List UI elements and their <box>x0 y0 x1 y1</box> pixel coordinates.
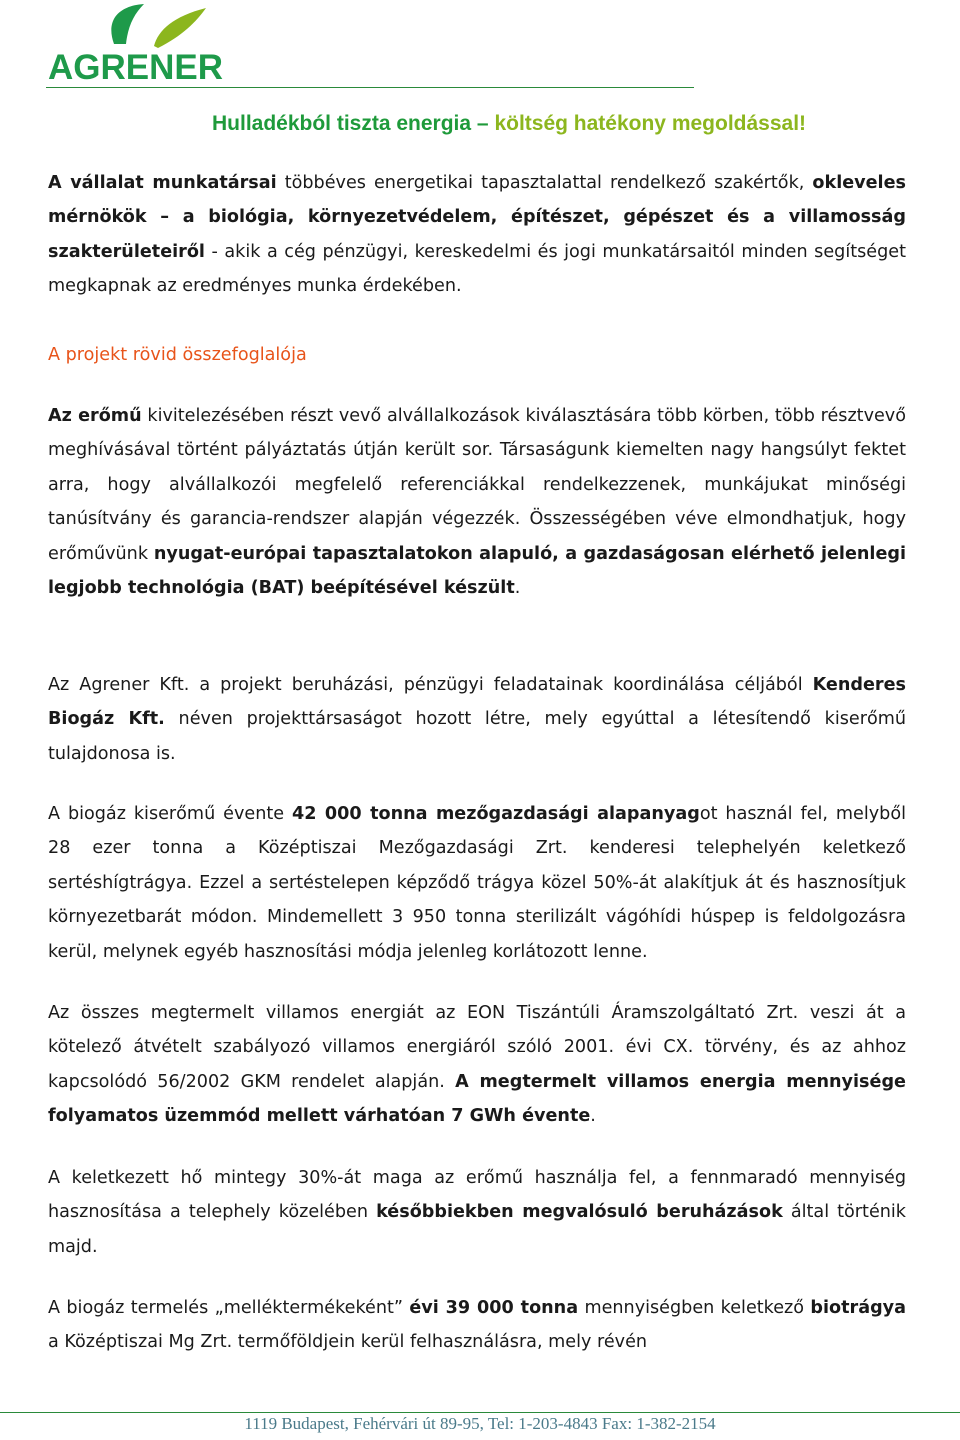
paragraph-heat: A keletkezett hő mintegy 30%-át maga az erőmű használja fel, a fennmaradó mennyiség hasznosítása a telephely közelében későbbiekben megvalósuló beruházások által történik majd. <box>48 1168 906 1257</box>
leaf-logo-icon <box>46 2 256 52</box>
paragraph-electricity: Az összes megtermelt villamos energiát az EON Tiszántúli Áramszolgáltató Zrt. veszi át a kötelező átvételt szabályozó villamos energiáról szóló 2001. évi CX. törvény, és az ahhoz kapcsolódó 56/2002 GKM rendelet alapján. A megtermelt villamos energia mennyisége folyamatos üzemmód mellett várhatóan 7 GWh évente. <box>48 1003 906 1127</box>
slogan-part-2: költség hatékony megoldással! <box>494 112 807 135</box>
paragraph-feedstock: A biogáz kiserőmű évente 42 000 tonna mezőgazdasági alapanyagot használ fel, melyből 28 ezer tonna a Középtiszai Mezőgazdasági Zrt. kenderesi telephelyén keletkező sertéshígtrágya. Ezzel a sertéstelepen képződő trágya közel 50%-át alakítjuk át és hasznosítjuk környezetbarát módon. Mindemellett 3 950 tonna sterilizált vágóhídi húspep is feldolgozásra kerül, melynek egyéb hasznosítási módja jelenleg korlátozott lenne. <box>48 804 906 962</box>
section-title: A projekt rövid összefoglalója <box>48 345 307 365</box>
slogan <box>212 112 806 136</box>
paragraph-project-company: Az Agrener Kft. a projekt beruházási, pénzügyi feladatainak koordinálása céljából Kenderes Biogáz Kft. néven projekttársaságot hozott létre, mely egyúttal a létesítendő kiserőmű tulajdonosa is. <box>48 675 906 764</box>
paragraph-team: A vállalat munkatársai többéves energetikai tapasztalattal rendelkező szakértők, okleveles mérnökök – a biológia, környezetvédelem, építészet, gépészet és a villamosság szakterületeiről - akik a cég pénzügyi, kereskedelmi és jogi munkatársaitól minden segítséget megkapnak az eredményes munka érdekében. <box>48 173 906 297</box>
paragraph-biofertilizer: A biogáz termelés „melléktermékeként” évi 39 000 tonna mennyiségben keletkező biotrágya a Középtiszai Mg Zrt. termőföldjein kerül felhasználásra, mely révén <box>48 1298 907 1353</box>
agrener-logo <box>46 2 256 87</box>
footer-divider <box>0 1412 960 1413</box>
footer-address: 1119 Budapest, Fehérvári út 89-95, Tel: 1-203-4843 Fax: 1-382-2154 <box>244 1414 716 1433</box>
logo-wordmark: AGRENER <box>48 48 224 87</box>
header-divider <box>46 87 694 88</box>
slogan-part-1: Hulladékból tiszta energia – <box>212 112 489 135</box>
paragraph-contractors: Az erőmű kivitelezésében részt vevő alvállalkozások kiválasztására több körben, több résztvevő meghívásával történt pályáztatás útján került sor. Társaságunk kiemelten nagy hangsúlyt fektet arra, hogy alvállalkozói megfelelő referenciákkal rendelkezzenek, munkájukat minőségi tanúsítvány és garancia-rendszer alapján végezzék. Összességében véve elmondhatjuk, hogy erőművünk nyugat-európai tapasztalatokon alapuló, a gazdaságosan elérhető jelenlegi legjobb technológia (BAT) beépítésével készült. <box>48 406 907 599</box>
